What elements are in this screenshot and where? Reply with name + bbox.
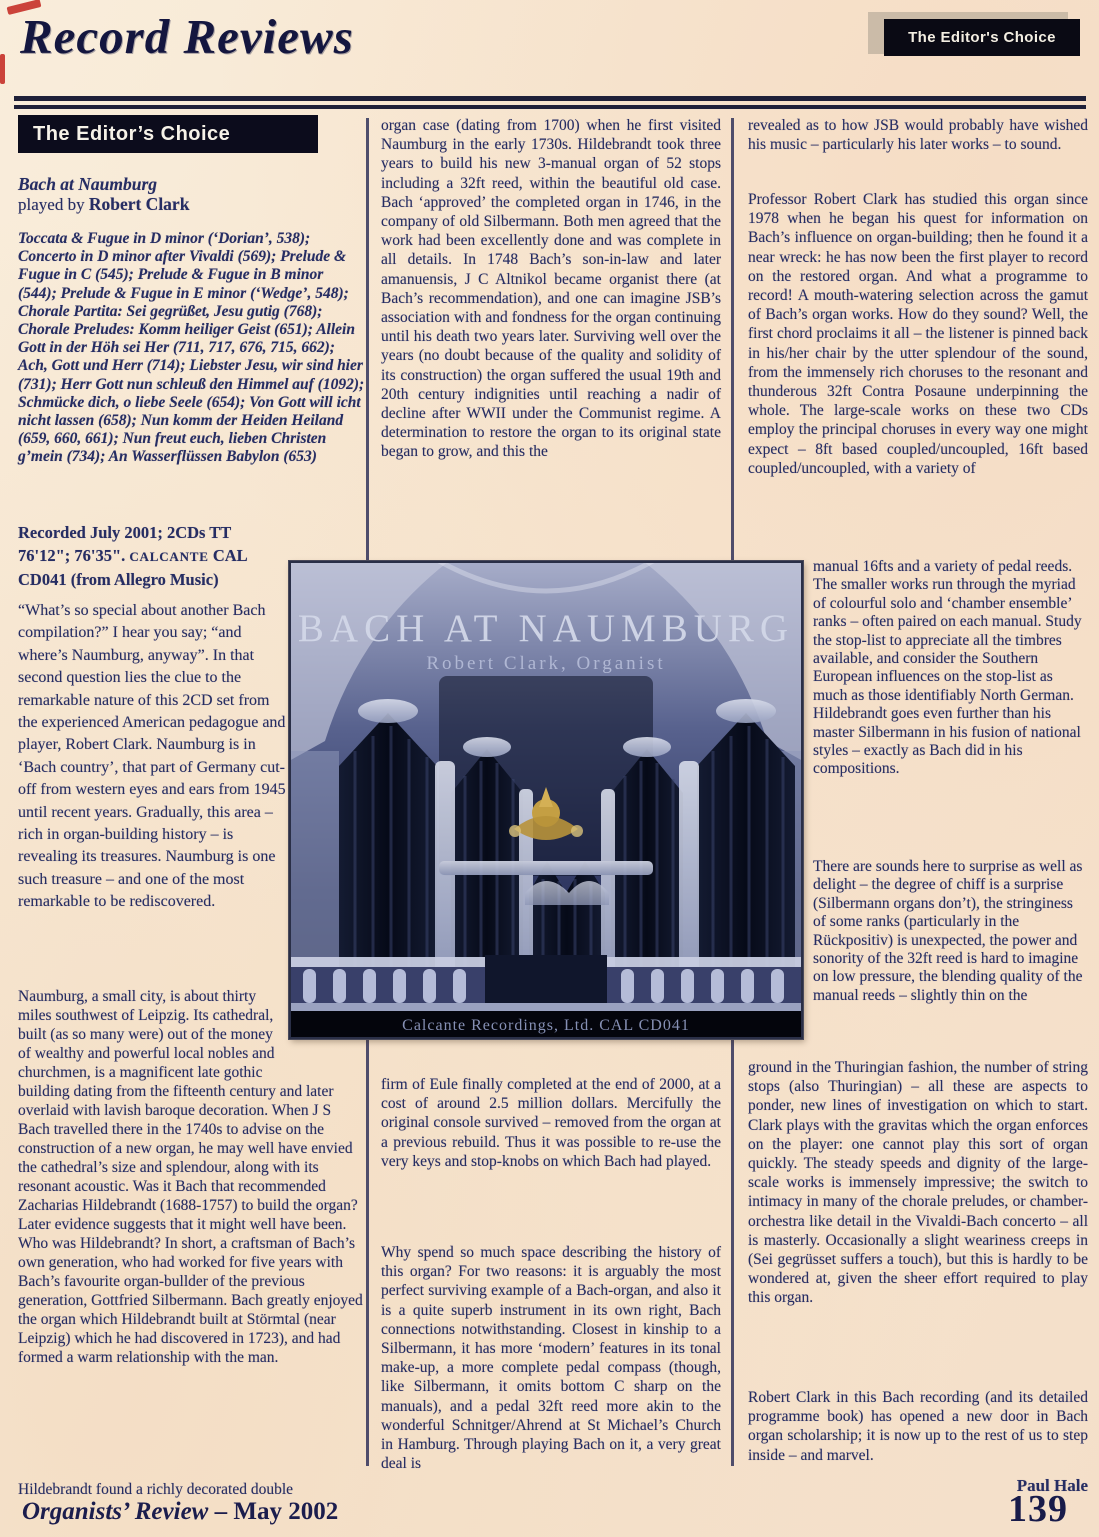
right-paragraph-3a: There are sounds here to surprise as well as delight – the degree of chiff is a surprise (Silbermann organs don’t), the stringiness of some ranks (particularly in the Rückpositiv) is unexpected, the power and sonority of the 32ft reed is hard to imagine on low pressure, the blending quality of the manual reeds – slightly thin on the [813,858,1083,1004]
middle-paragraph-3: Why spend so much space describing the history of this organ? For two reasons: it is arguably the most perfect surviving example of a Bach-organ, and also it is a quite superb instrument in its own right, Bach connections notwithstanding. Closest in kinship to a Silbermann, it has more ‘modern’ features in its tonal make-up, a more complete pedal compass (though, like Silbermann, it omits bottom C sharp on the manuals), and a pedal 32ft reed more akin to the wonderful Schnitger/Ahrend at St Michael’s Church in Hamburg. Through playing Bach on it, a very great deal is [381,1244,721,1473]
right-paragraph-3b: ground in the Thuringian fashion, the number of string stops (also Thuringian) – all these are aspects to ponder, new lines of investigation on which to start. Clark plays with the gravitas which the organ enforces on the player: one cannot play this sort of organ quickly. The steady speeds and dignity of the large-scale works is immensely impressive; the switch to intimacy in many of the chorale preludes, or chamber-orchestra like detail in the Vivaldi-Bach concerto – all is masterly. Occasionally a slight weariness creeps in (Sei gegrüsset suffers a touch), but this is hardly to be wondered at, given the sheer effort required to play this organ. [748,1059,1088,1307]
red-pen-mark [0,54,5,84]
cd-cover-image [289,561,803,1039]
cd-caption: Calcante Recordings, Ltd. CAL CD041 [402,1017,690,1034]
double-rule-bottom [14,105,1086,109]
works-list: Toccata & Fugue in D minor (‘Dorian’, 538); Concerto in D minor after Vivaldi (569); Prelude & Fugue in C (545); Prelude & Fugue in B minor (544); Prelude & Fugue in E minor (‘Wedge’, 548); Chorale Partita: Sei gegrüßet, Jesu gutig (768); Chorale Preludes: Komm heiliger Geist (651); Allein Gott in der Höh sei Her (711, 717, 676, 715, 662); Ach, Gott und Herr (714); Liebster Jesu, wir sind hier (731); Herr Gott nun schleuß den Himmel auf (1092); Schmücke dich, o liebe Seele (654); Von Gott will icht nicht lassen (658); Nun komm der Heiden Heiland (659, 660, 661); Nun freut euch, lieben Christen g’mein (734); An Wasserflüssen Babylon (653) [18,230,365,466]
left-paragraph-3: Hildebrandt found a richly decorated double [18,1481,294,1498]
cd-subtitle: Robert Clark, Organist [426,653,666,674]
recording-info-part2: CAL CD041 (from Allegro Music) [18,546,247,589]
left-paragraph-2 [18,987,365,1367]
editors-choice-heading: The Editor’s Choice [18,115,318,153]
recording-info-part1: Recorded July 2001; 2CDs TT 76'12"; 76'35". [18,523,231,565]
issue-date: – May 2002 [208,1498,339,1525]
middle-paragraph-2: firm of Eule finally completed at the end of 2000, at a cost of around 2.5 million dollars. Mercifully the original console survived – removed from the organ at a previous rebuild. Thus it was possible to re-use the very keys and stop-knobs on which Bach had played. [381,1076,721,1170]
cd-cover-art [289,561,803,1039]
double-rule-top [14,96,1086,101]
cd-title: BACH AT NAUMBURG [297,607,795,650]
middle-paragraph-1: organ case (dating from 1700) when he first visited Naumburg in the early 1730s. Hildebrandt took three years to build his new 3-manual organ of 52 stops including a 32ft reed, within the beautiful old case. Bach ‘approved’ the completed organ in 1746, in the company of old Silbermann. Both men agreed that the work had been excellently done and was complete in all details. In 1748 Bach’s son-in-law and later amanuensis, J C Altnikol became organist there (at Bach’s recommendation), and one can imagine JSB’s association with and fondness for the organ continuing until his death two years later. Surviving well over the years (no doubt because of the quality and solidity of its construction) the organ suffered the usual 19th and 20th century indignities until reaching a nadir of decline after WWII under the Communist regime. A determination to restore the organ to its original state began to grow, and this the [381,117,721,461]
right-paragraph-2b: manual 16fts and a variety of pedal reeds. The smaller works run through the myriad of colourful solo and ‘chamber ensemble’ ranks – often paired on each manual. Study the stop-list to appreciate all the timbres available, and consider the Southern European influences on the stop-list as much as those identifiably North German. Hildebrandt goes even further than his master Silbermann in his fusion of national styles – exactly as Bach did in his compositions. [813,558,1082,778]
recording-label: CALCANTE [129,549,209,564]
played-by-label: played by [18,195,89,214]
performer-name: Robert Clark [88,194,190,214]
recording-info [18,521,276,591]
performer-line [18,194,363,215]
journal-name: Organists’ Review [22,1498,209,1525]
album-title: Bach at Naumburg [18,174,158,194]
left-paragraph-2-text: Naumburg, a small city, is about thirty miles southwest of Leipzig. Its cathedral, built (as so many were) out of the money of wealthy and powerful local nobles and churchmen, is a magnificent late gothic building dating from the fifteenth century and later overlaid with lavish baroque decoration. When J S Bach travelled there in the 1740s to advise on the construction of a new organ, he may well have envied the cathedral’s size and splendour, along with its resonant acoustic. Was it Bach that recommended Zacharias Hildebrandt (1688-1757) to build the organ? Later evidence suggests that it might well have been. Who was Hildebrandt? In short, a craftsman of Bach’s own generation, who had worked for five years with Bach’s favourite organ-bullder of the previous generation, Gottfried Silbermann. Bach greatly enjoyed the organ which Hildebrandt built at Störmtal (near Leipzig) which he had discovered in 1723), and had formed a warm relationship with the man. [18,988,363,1366]
editors-choice-badge: The Editor's Choice [884,19,1080,56]
left-paragraph-1: “What’s so special about another Bach compilation?” I hear you say; “and where’s Naumburg, anyway”. In that second question lies the clue to the remarkable nature of this 2CD set from the experienced American pedagogue and player, Robert Clark. Naumburg is in ‘Bach country’, that part of Germany cut-off from western eyes and ears from 1945 until recent years. Gradually, this area – rich in organ-building history – is revealing its treasures. Naumburg is one such treasure – and one of the most remarkable to be rediscovered. [18,602,286,911]
right-paragraph-4: Robert Clark in this Bach recording (and its detailed programme book) has opened a new door in Bach organ scholarship; it is now up to the rest of us to step inside – and marvel. [748,1389,1088,1464]
right-paragraph-1: revealed as to how JSB would probably have wished his music – particularly his later works – to sound. [748,117,1088,154]
byline: Paul Hale [1016,1476,1088,1495]
right-paragraph-2a: Professor Robert Clark has studied this organ since 1978 when he began his quest for information on Bach’s influence on organ-building; then he found it a near wreck: he has now been the first player to record on the restored organ. And what a programme to record! A mouth-watering selection across the gamut of Bach’s organ works. How do they sound? Well, the first chord proclaims it all – the listener is pinned back in his/her chair by the utter splendour of the sound, from the immensely rich choruses to the resonant and thunderous 32ft Contra Posaune underpinning the whole. The large-scale works on these two CDs employ the principal choruses in every way one might expect – 8ft based coupled/uncoupled, 16ft based coupled/uncoupled, with a variety of [748,191,1088,477]
footer-journal [22,1498,338,1526]
page-title: Record Reviews [20,9,354,64]
page-number: 139 [1008,1488,1068,1530]
